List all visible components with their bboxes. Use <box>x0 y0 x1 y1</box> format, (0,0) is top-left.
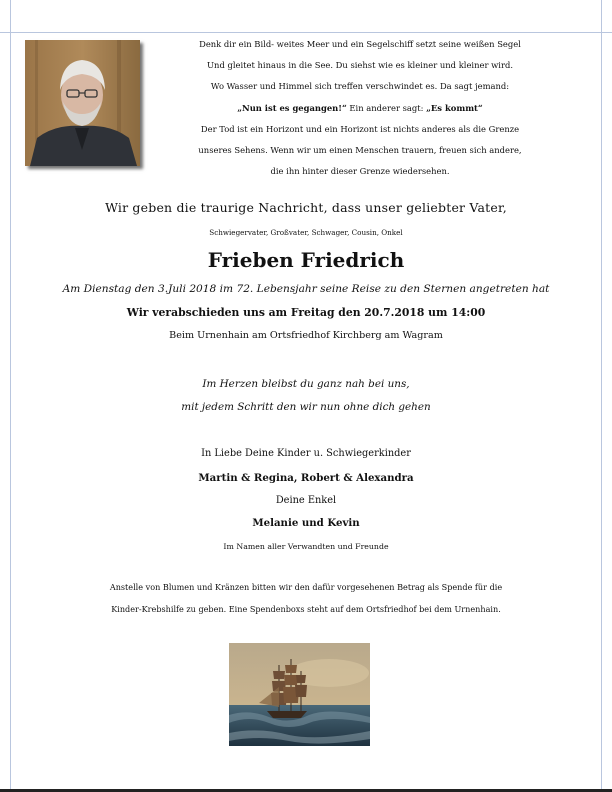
farewell-date-line: Wir verabschieden uns am Freitag den 20.7.2018 um 14:00 <box>126 306 486 319</box>
poem-quote-mid: Ein anderer sagt: <box>346 102 427 113</box>
poem-line-3: Wo Wasser und Himmel sich treffen verschwindet es. Da sagt jemand: <box>210 81 510 92</box>
poem-line-1: Denk dir ein Bild- weites Meer und ein Segelschiff setzt seine weißen Segel <box>199 39 521 49</box>
portrait-photo <box>25 40 140 166</box>
margin-guide-right <box>601 0 602 792</box>
relatives-line: Im Namen aller Verwandten und Freunde <box>223 542 389 551</box>
donation-note-line-2: Kinder-Krebshilfe zu geben. Eine Spendenboxs steht auf dem Ortsfriedhof bei dem Urnenhain. <box>111 604 501 614</box>
poem-line-7: die ihn hinter dieser Grenze wiedersehen. <box>270 166 450 177</box>
poem <box>160 34 560 182</box>
margin-guide-top <box>0 32 612 33</box>
poem-line-2: Und gleitet hinaus in die See. Du siehst wie es kleiner und kleiner wird. <box>207 60 513 71</box>
grandchildren-label: Deine Enkel <box>275 495 337 506</box>
farewell-place: Beim Urnenhain am Ortsfriedhof Kirchberg am Wagram <box>169 330 443 341</box>
family-love-line: In Liebe Deine Kinder u. Schwiegerkinder <box>201 448 411 459</box>
verse-line-2: mit jedem Schritt den wir nun ohne dich gehen <box>181 401 431 413</box>
sailing-ship-painting <box>229 643 370 746</box>
poem-line-5: Der Tod ist ein Horizont und ein Horizont ist nichts anderes als die Grenze <box>200 123 520 134</box>
death-date-line: Am Dienstag den 3.Juli 2018 im 72. Lebensjahr seine Reise zu den Sternen angetreten hat <box>62 283 550 295</box>
announcement-intro: Wir geben die traurige Nachricht, dass unser geliebter Vater, <box>105 200 507 215</box>
relations-list: Schwiegervater, Großvater, Schwager, Cousin, Onkel <box>209 228 403 237</box>
poem-line-6: unseres Sehens. Wenn wir um einen Menschen trauern, freuen sich andere, <box>198 144 522 155</box>
poem-line-4 <box>160 98 560 119</box>
poem-quote-gone: „Nun ist es gegangen!“ <box>237 102 347 113</box>
grandchildren-names: Melanie und Kevin <box>252 517 360 529</box>
verse-line-1: Im Herzen bleibst du ganz nah bei uns, <box>202 378 410 390</box>
poem-quote-comes: „Es kommt“ <box>426 102 483 113</box>
margin-guide-left <box>10 0 11 792</box>
deceased-name: Frieben Friedrich <box>207 248 405 272</box>
children-names: Martin & Regina, Robert & Alexandra <box>198 472 414 484</box>
donation-note-line-1: Anstelle von Blumen und Kränzen bitten wir den dafür vorgesehenen Betrag als Spende für die <box>109 582 503 592</box>
